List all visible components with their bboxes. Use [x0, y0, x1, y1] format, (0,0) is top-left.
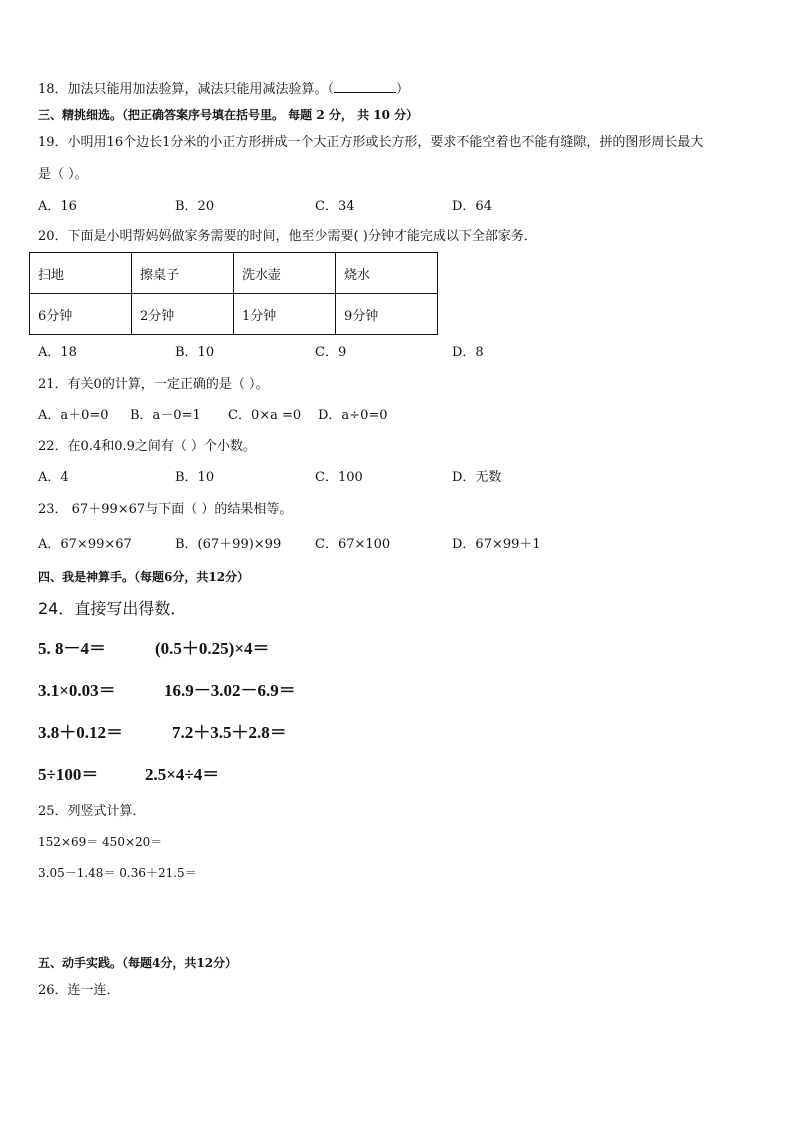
question-23: 23． 67＋99×67与下面（ ）的结果相等。 — [38, 502, 293, 517]
option-d[interactable]: D．a÷0=0 — [318, 408, 388, 423]
mental-math-item: 16.9－3.02－6.9＝ — [164, 681, 296, 700]
option-b[interactable]: B．10 — [175, 470, 215, 485]
question-22: 22．在0.4和0.9之间有（ ）个小数。 — [38, 439, 257, 454]
question-18 — [38, 80, 409, 99]
chores-table — [29, 252, 438, 335]
option-c[interactable]: C．100 — [315, 470, 363, 485]
mental-math-item: 5. 8－4＝ — [38, 639, 106, 658]
option-d[interactable]: D．67×99＋1 — [452, 537, 541, 552]
section-3-heading: 三、精挑细选。（把正确答案序号填在括号里。 每题 2 分， 共 10 分） — [38, 108, 419, 122]
option-c[interactable]: C．9 — [315, 345, 347, 360]
option-a[interactable]: A．4 — [38, 470, 69, 485]
mental-math-item: 2.5×4÷4＝ — [145, 765, 220, 784]
section-5-heading: 五、动手实践。（每题4分，共12分） — [38, 956, 238, 970]
option-b[interactable]: B．(67＋99)×99 — [175, 537, 282, 552]
table-cell: 6分钟 — [30, 294, 132, 335]
option-c[interactable]: C．0×a =0 — [228, 408, 302, 423]
table-cell: 2分钟 — [132, 294, 234, 335]
question-19-line1: 19．小明用16个边长1分米的小正方形拼成一个大正方形或长方形，要求不能空着也不能有缝隙，拼的图形周长最大 — [38, 135, 704, 150]
mental-math-item: 3.1×0.03＝ — [38, 681, 116, 700]
mental-math-item: 5÷100＝ — [38, 765, 99, 784]
question-24-title: 24．直接写出得数． — [38, 599, 187, 618]
question-21: 21．有关0的计算，一定正确的是（ ）。 — [38, 377, 269, 392]
question-18-text: 18．加法只能用加法验算，减法只能用减法验算。（ — [38, 82, 335, 97]
option-b[interactable]: B．a－0=1 — [130, 408, 201, 423]
table-cell: 1分钟 — [234, 294, 336, 335]
option-c[interactable]: C．34 — [315, 199, 355, 214]
mental-math-item: 3.8＋0.12＝ — [38, 723, 123, 742]
question-19-line2: 是（ ）。 — [38, 167, 88, 182]
answer-blank[interactable] — [334, 80, 396, 93]
question-26: 26．连一连． — [38, 983, 120, 998]
question-25-title: 25．列竖式计算． — [38, 804, 146, 819]
table-header-cell: 洗水壶 — [234, 253, 336, 294]
table-header-cell: 烧水 — [336, 253, 438, 294]
table-row — [30, 294, 438, 335]
vertical-calc-row: 3.05－1.48＝ 0.36＋21.5＝ — [38, 866, 197, 880]
option-a[interactable]: A．16 — [38, 199, 77, 214]
question-20: 20．下面是小明帮妈妈做家务需要的时间，他至少需要( )分钟才能完成以下全部家务． — [38, 229, 537, 244]
option-b[interactable]: B．20 — [175, 199, 215, 214]
mental-math-item: 7.2＋3.5＋2.8＝ — [172, 723, 287, 742]
option-a[interactable]: A．67×99×67 — [38, 537, 132, 552]
option-a[interactable]: A．a＋0=0 — [38, 408, 109, 423]
table-header-cell: 扫地 — [30, 253, 132, 294]
table-cell: 9分钟 — [336, 294, 438, 335]
question-18-close: ） — [396, 82, 410, 97]
option-d[interactable]: D．64 — [452, 199, 492, 214]
option-b[interactable]: B．10 — [175, 345, 215, 360]
table-header-cell: 擦桌子 — [132, 253, 234, 294]
option-a[interactable]: A．18 — [38, 345, 77, 360]
table-header-row — [30, 253, 438, 294]
option-c[interactable]: C．67×100 — [315, 537, 391, 552]
mental-math-item: (0.5＋0.25)×4＝ — [155, 639, 270, 658]
option-d[interactable]: D．无数 — [452, 470, 502, 485]
section-4-heading: 四、我是神算手。（每题6分，共12分） — [38, 570, 250, 584]
vertical-calc-row: 152×69＝ 450×20＝ — [38, 835, 163, 849]
option-d[interactable]: D．8 — [452, 345, 484, 360]
